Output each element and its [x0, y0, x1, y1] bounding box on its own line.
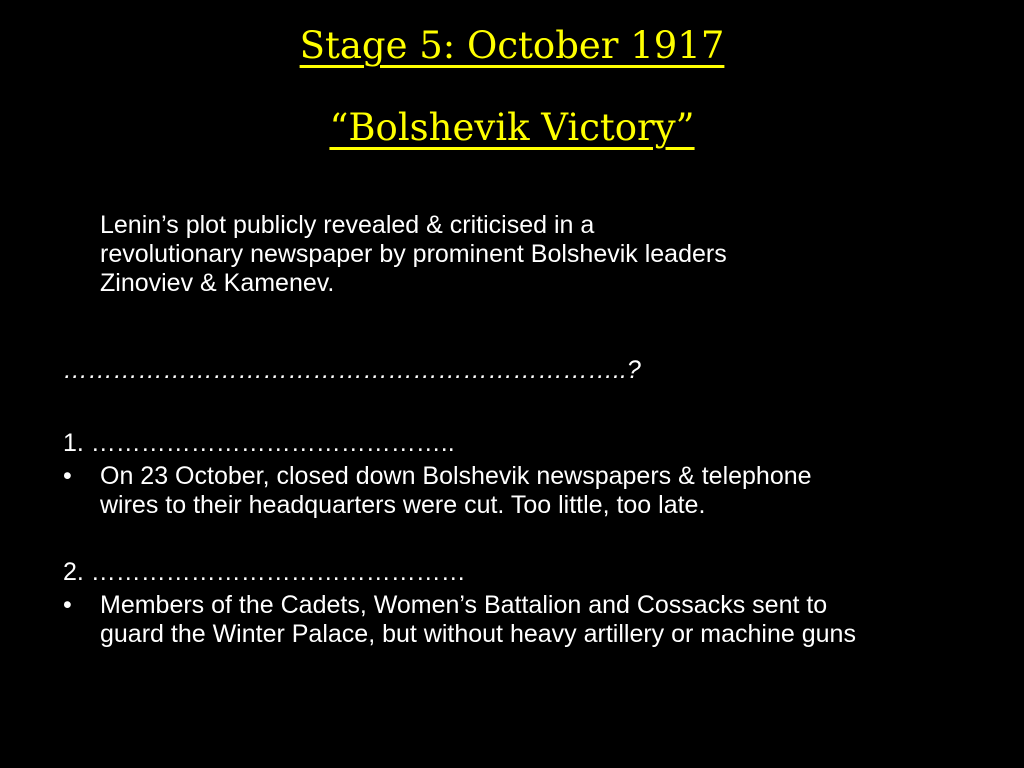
bullet-text — [100, 462, 812, 520]
bullet-line: guard the Winter Palace, but without heavy artillery or machine guns — [100, 620, 856, 648]
title-line-2: “Bolshevik Victory” — [329, 106, 695, 149]
intro-line: Zinoviev & Kamenev. — [100, 269, 335, 297]
bullet-dot: • — [63, 462, 72, 490]
bullet-dot: • — [63, 591, 72, 619]
title-line-1: Stage 5: October 1917 — [299, 24, 725, 67]
intro-line: Lenin’s plot publicly revealed & criticised in a — [100, 211, 595, 239]
intro-paragraph — [100, 211, 727, 298]
slide-subtitle — [0, 106, 1024, 150]
question-blank: …………………………………………………………..? — [63, 356, 641, 384]
item-2-heading: 2. ……………………………………… — [63, 558, 466, 586]
intro-line: revolutionary newspaper by prominent Bolshevik leaders — [100, 240, 727, 268]
bullet-line: wires to their headquarters were cut. Too little, too late. — [100, 491, 706, 519]
bullet-text — [100, 591, 856, 649]
bullet-line: On 23 October, closed down Bolshevik newspapers & telephone — [100, 462, 812, 490]
slide-title — [0, 24, 1024, 68]
bullet-line: Members of the Cadets, Women’s Battalion and Cossacks sent to — [100, 591, 828, 619]
item-1-heading: 1. …………………………………….. — [63, 429, 455, 457]
